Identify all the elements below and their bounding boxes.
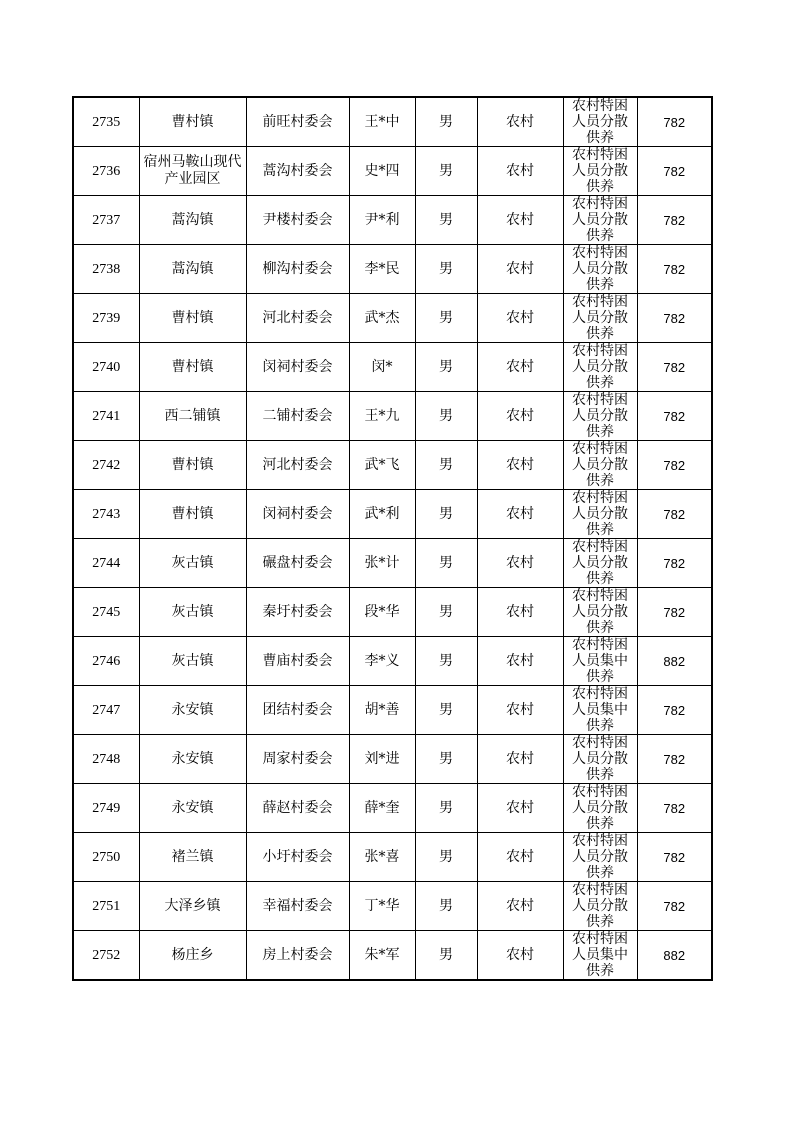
support-category-text: 农村特困人员分散供养 [572,882,628,930]
town-cell [139,588,246,637]
town-text: 大泽乡镇 [164,897,221,914]
town-cell [139,343,246,392]
support-category-text: 农村特困人员分散供养 [572,539,628,587]
area-type-cell: 农村 [477,882,563,931]
support-category-text: 农村特困人员分散供养 [572,147,628,195]
gender-cell: 男 [415,588,477,637]
town-cell [139,490,246,539]
village-committee-cell: 团结村委会 [246,686,349,735]
town-text: 宿州马鞍山现代产业园区 [143,154,242,187]
town-text: 灰古镇 [171,554,214,571]
gender-cell: 男 [415,245,477,294]
table-row [73,196,712,245]
support-category-cell [563,441,637,490]
table-row [73,735,712,784]
support-category-text: 农村特困人员分散供养 [572,490,628,538]
table-row [73,882,712,931]
person-name-cell: 刘*进 [349,735,415,784]
person-name-cell: 闵* [349,343,415,392]
table-row [73,441,712,490]
town-cell [139,833,246,882]
support-category-cell [563,833,637,882]
village-committee-cell: 房上村委会 [246,931,349,981]
gender-cell: 男 [415,539,477,588]
town-cell [139,147,246,196]
serial-number-cell: 2748 [73,735,139,784]
gender-cell: 男 [415,97,477,147]
amount-cell: 782 [637,539,712,588]
area-type-cell: 农村 [477,686,563,735]
area-type-cell: 农村 [477,147,563,196]
area-type-cell: 农村 [477,392,563,441]
village-committee-cell: 尹楼村委会 [246,196,349,245]
town-text: 永安镇 [171,750,214,767]
serial-number-cell: 2750 [73,833,139,882]
village-committee-cell: 蒿沟村委会 [246,147,349,196]
person-name-cell: 武*飞 [349,441,415,490]
town-text: 灰古镇 [171,652,214,669]
table-row [73,833,712,882]
support-category-cell [563,392,637,441]
support-category-cell [563,784,637,833]
town-text: 曹村镇 [171,309,214,326]
serial-number-cell: 2746 [73,637,139,686]
table-row [73,343,712,392]
support-category-cell [563,294,637,343]
town-cell [139,882,246,931]
serial-number-cell: 2744 [73,539,139,588]
amount-cell: 782 [637,343,712,392]
gender-cell: 男 [415,490,477,539]
serial-number-cell: 2740 [73,343,139,392]
serial-number-cell: 2752 [73,931,139,981]
amount-cell: 782 [637,833,712,882]
person-name-cell: 丁*华 [349,882,415,931]
support-category-cell [563,637,637,686]
serial-number-cell: 2738 [73,245,139,294]
table-row [73,539,712,588]
gender-cell: 男 [415,637,477,686]
person-name-cell: 武*利 [349,490,415,539]
serial-number-cell: 2745 [73,588,139,637]
town-text: 褚兰镇 [171,848,214,865]
support-category-text: 农村特困人员分散供养 [572,98,628,146]
amount-cell: 782 [637,294,712,343]
amount-cell: 782 [637,735,712,784]
area-type-cell: 农村 [477,294,563,343]
table-row [73,147,712,196]
person-name-cell: 张*计 [349,539,415,588]
table-row [73,245,712,294]
amount-cell: 782 [637,97,712,147]
area-type-cell: 农村 [477,245,563,294]
town-cell [139,637,246,686]
table-row [73,931,712,981]
serial-number-cell: 2743 [73,490,139,539]
support-category-text: 农村特困人员分散供养 [572,735,628,783]
support-category-text: 农村特困人员分散供养 [572,294,628,342]
village-committee-cell: 闵祠村委会 [246,490,349,539]
town-text: 曹村镇 [171,358,214,375]
gender-cell: 男 [415,392,477,441]
support-category-cell [563,196,637,245]
area-type-cell: 农村 [477,931,563,981]
amount-cell: 782 [637,882,712,931]
gender-cell: 男 [415,784,477,833]
support-category-text: 农村特困人员分散供养 [572,441,628,489]
amount-cell: 782 [637,245,712,294]
support-category-cell [563,931,637,981]
town-cell [139,97,246,147]
serial-number-cell: 2736 [73,147,139,196]
person-name-cell: 尹*利 [349,196,415,245]
amount-cell: 782 [637,147,712,196]
person-name-cell: 李*义 [349,637,415,686]
area-type-cell: 农村 [477,490,563,539]
person-name-cell: 武*杰 [349,294,415,343]
town-text: 蒿沟镇 [171,260,214,277]
person-name-cell: 朱*军 [349,931,415,981]
person-name-cell: 史*四 [349,147,415,196]
town-cell [139,539,246,588]
village-committee-cell: 柳沟村委会 [246,245,349,294]
amount-cell: 782 [637,196,712,245]
area-type-cell: 农村 [477,784,563,833]
town-text: 曹村镇 [171,505,214,522]
village-committee-cell: 薛赵村委会 [246,784,349,833]
town-cell [139,931,246,981]
support-category-cell [563,686,637,735]
amount-cell: 782 [637,588,712,637]
beneficiary-table [72,96,713,981]
town-cell [139,196,246,245]
town-text: 西二铺镇 [164,407,221,424]
table-row [73,490,712,539]
support-category-cell [563,147,637,196]
town-cell [139,784,246,833]
support-category-text: 农村特困人员分散供养 [572,784,628,832]
support-category-cell [563,97,637,147]
village-committee-cell: 河北村委会 [246,294,349,343]
table-body [73,97,712,980]
amount-cell: 882 [637,637,712,686]
village-committee-cell: 二铺村委会 [246,392,349,441]
amount-cell: 782 [637,392,712,441]
support-category-text: 农村特困人员分散供养 [572,343,628,391]
village-committee-cell: 闵祠村委会 [246,343,349,392]
support-category-cell [563,490,637,539]
gender-cell: 男 [415,686,477,735]
area-type-cell: 农村 [477,97,563,147]
table-row [73,637,712,686]
support-category-text: 农村特困人员分散供养 [572,392,628,440]
amount-cell: 782 [637,441,712,490]
support-category-text: 农村特困人员分散供养 [572,245,628,293]
person-name-cell: 李*民 [349,245,415,294]
support-category-cell [563,245,637,294]
area-type-cell: 农村 [477,833,563,882]
serial-number-cell: 2751 [73,882,139,931]
town-text: 蒿沟镇 [171,211,214,228]
gender-cell: 男 [415,833,477,882]
town-text: 杨庄乡 [171,946,214,963]
village-committee-cell: 小圩村委会 [246,833,349,882]
serial-number-cell: 2742 [73,441,139,490]
gender-cell: 男 [415,735,477,784]
support-category-text: 农村特困人员分散供养 [572,833,628,881]
serial-number-cell: 2749 [73,784,139,833]
gender-cell: 男 [415,441,477,490]
table-row [73,784,712,833]
town-cell [139,294,246,343]
gender-cell: 男 [415,882,477,931]
town-text: 曹村镇 [171,456,214,473]
serial-number-cell: 2739 [73,294,139,343]
town-cell [139,686,246,735]
town-cell [139,735,246,784]
table-row [73,686,712,735]
person-name-cell: 张*喜 [349,833,415,882]
table-row [73,294,712,343]
area-type-cell: 农村 [477,539,563,588]
town-text: 曹村镇 [171,113,214,130]
town-text: 灰古镇 [171,603,214,620]
village-committee-cell: 周家村委会 [246,735,349,784]
serial-number-cell: 2735 [73,97,139,147]
support-category-cell [563,539,637,588]
serial-number-cell: 2737 [73,196,139,245]
person-name-cell: 王*九 [349,392,415,441]
area-type-cell: 农村 [477,196,563,245]
area-type-cell: 农村 [477,441,563,490]
support-category-text: 农村特困人员集中供养 [572,931,628,979]
person-name-cell: 段*华 [349,588,415,637]
support-category-cell [563,735,637,784]
village-committee-cell: 河北村委会 [246,441,349,490]
support-category-text: 农村特困人员分散供养 [572,588,628,636]
person-name-cell: 薛*奎 [349,784,415,833]
gender-cell: 男 [415,931,477,981]
area-type-cell: 农村 [477,637,563,686]
area-type-cell: 农村 [477,735,563,784]
table-row [73,97,712,147]
town-text: 永安镇 [171,799,214,816]
support-category-text: 农村特困人员集中供养 [572,686,628,734]
support-category-cell [563,588,637,637]
village-committee-cell: 碾盘村委会 [246,539,349,588]
person-name-cell: 王*中 [349,97,415,147]
village-committee-cell: 秦圩村委会 [246,588,349,637]
village-committee-cell: 前旺村委会 [246,97,349,147]
area-type-cell: 农村 [477,588,563,637]
table-row [73,588,712,637]
serial-number-cell: 2741 [73,392,139,441]
town-cell [139,441,246,490]
town-cell [139,245,246,294]
town-cell [139,392,246,441]
gender-cell: 男 [415,294,477,343]
village-committee-cell: 幸福村委会 [246,882,349,931]
village-committee-cell: 曹庙村委会 [246,637,349,686]
amount-cell: 882 [637,931,712,981]
serial-number-cell: 2747 [73,686,139,735]
support-category-text: 农村特困人员分散供养 [572,196,628,244]
amount-cell: 782 [637,784,712,833]
gender-cell: 男 [415,196,477,245]
gender-cell: 男 [415,343,477,392]
amount-cell: 782 [637,490,712,539]
support-category-text: 农村特困人员集中供养 [572,637,628,685]
area-type-cell: 农村 [477,343,563,392]
table-row [73,392,712,441]
person-name-cell: 胡*善 [349,686,415,735]
support-category-cell [563,882,637,931]
town-text: 永安镇 [171,701,214,718]
gender-cell: 男 [415,147,477,196]
support-category-cell [563,343,637,392]
amount-cell: 782 [637,686,712,735]
